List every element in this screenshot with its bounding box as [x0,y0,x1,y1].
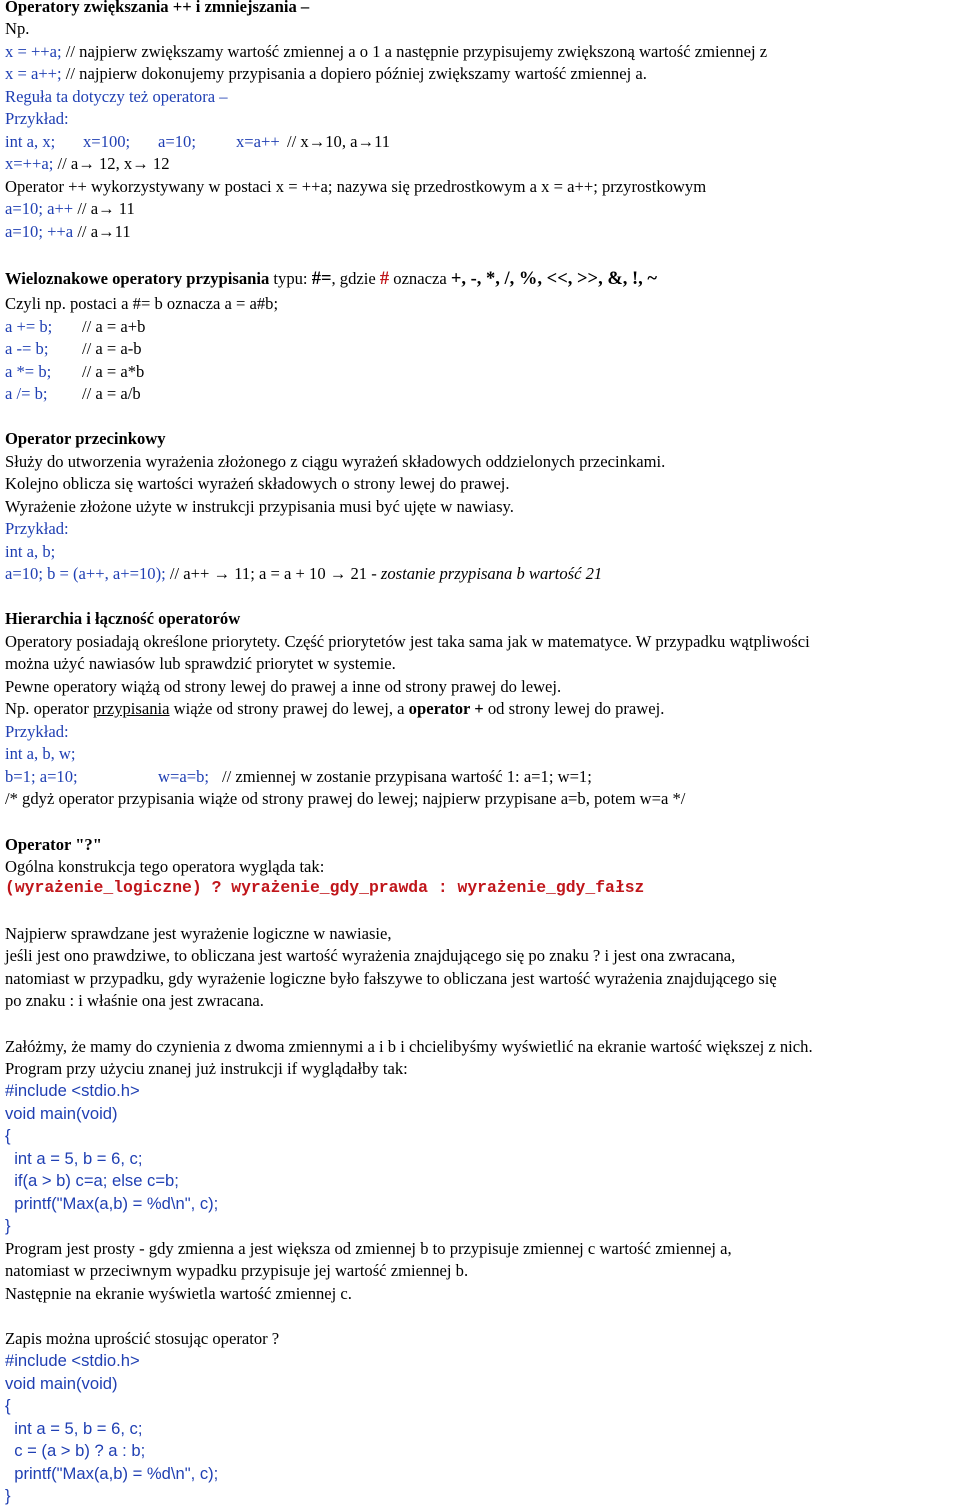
code-decl-a-x: int a, x; [5,132,56,151]
code-ternary-close-brace: } [5,1486,11,1505]
text-program-desc-2: natomiast w przeciwnym wypadku przypisuje jej wartość zmiennej b. [5,1261,469,1280]
code-x-preinc: x=++a; [5,154,54,173]
code-plus-assign: a += b; [5,317,53,336]
comment-preincrement: // najpierw zwiększamy wartość zmiennej a o 1 a następnie przypisujemy zwiększoną wartość zmiennej z [61,42,768,61]
text-ternary-1: Najpierw sprawdzane jest wyrażenie logiczne w nawiasie, [5,924,392,943]
comment-plus-assign: // a = a+b [82,317,146,336]
text-where: , gdzie [331,269,380,288]
line-precedence-example [5,698,664,720]
line-compound-operators [5,268,657,290]
code-w-a-b: w=a=b; [158,767,209,786]
syntax-condition: (wyrażenie_logiczne) [5,878,202,897]
text-np-operator: Np. operator [5,699,94,718]
text-compound-meaning: Czyli np. postaci a #= b oznacza a = a#b; [5,294,279,313]
comment-comma-expr: // a++ → 11; a = a + 10 → 21 - [165,564,381,583]
label-example-3: Przykład: [5,722,69,741]
heading-comma-operator: Operator przecinkowy [5,429,166,448]
syntax-true-expr: wyrażenie_gdy_prawda [231,878,428,897]
comment-assignment-order: /* gdyż operator przypisania wiąże od strony prawej do lewej; najpierw przypisane a=b, potem w=a */ [5,789,686,808]
code-a-preinc: a=10; ++a [5,222,74,241]
code-ternary-syntax [5,877,644,899]
line-example-1b [5,153,170,175]
code-ternary-printf: printf("Max(a,b) = %d\n", c); [5,1464,219,1483]
code-ternary-main: void main(void) [5,1374,118,1393]
heading-ternary-operator: Operator "?" [5,835,102,854]
comment-a-11-pre: // a→11 [73,222,131,241]
text-precedence-1: Operatory posiadają określone priorytety. Część priorytetów jest taka sama jak w matematyce. W przypadku wątpliwości [5,632,810,651]
list-operators: +, -, *, /, %, <<, >>, &, !, ~ [450,269,658,289]
text-precedence-2: można użyć nawiasów lub sprawdzić priorytet w systemie. [5,654,396,673]
code-if-close-brace: } [5,1216,11,1235]
line-example-preinc [5,221,131,243]
label-example-2: Przykład: [5,519,69,538]
code-if-include: #include <stdio.h> [5,1081,140,1100]
code-ternary-assign: c = (a > b) ? a : b; [5,1441,146,1460]
code-ternary-decl: int a = 5, b = 6, c; [5,1419,143,1438]
text-prefix-postfix: Operator ++ wykorzystywany w postaci x = ++a; nazywa się przedrostkowym a x = a++; przyrostkowym [5,177,707,196]
text-assume: Załóżmy, że mamy do czynienia z dwoma zmiennymi a i b i chcielibyśmy wyświetlić na ekranie wartość większej z nich. [5,1037,813,1056]
symbol-hash-eq: #= [311,269,332,289]
code-preincrement: x = ++a; [5,42,62,61]
code-if-decl: int a = 5, b = 6, c; [5,1149,143,1168]
text-program-desc-1: Program jest prosty - gdy zmienna a jest większa od zmiennej b to przypisuje zmiennej c wartość zmiennej a, [5,1239,732,1258]
line-preincrement [5,41,767,63]
symbol-hash: # [379,269,390,289]
line-minus-assign [5,338,142,360]
comment-result-1: // x→10, a→11 [287,132,391,151]
comment-result-2: // a→ 12, x→ 12 [53,154,170,173]
comment-a-11-post: // a→ 11 [73,199,135,218]
comment-mul-assign: // a = a*b [82,362,145,381]
code-ternary-open-brace: { [5,1396,11,1415]
line-plus-assign [5,316,146,338]
code-minus-assign: a -= b; [5,339,49,358]
text-ternary-3: natomiast w przypadku, gdy wyrażenie logiczne było fałszywe to obliczana jest wartość wyrażenia znajdującego się [5,969,777,988]
syntax-question: ? [201,878,232,897]
code-a-postinc: a=10; a++ [5,199,74,218]
text-ternary-general: Ogólna konstrukcja tego operatora wygląda tak: [5,857,325,876]
comment-comma-result: zostanie przypisana b wartość 21 [380,564,603,583]
heading-compound-operators: Wieloznakowe operatory przypisania [5,269,270,288]
line-postincrement [5,63,647,85]
code-ternary-include: #include <stdio.h> [5,1351,140,1370]
line-example-postinc [5,198,135,220]
label-example-1: Przykład: [5,109,69,128]
text-ternary-2: jeśli jest ono prawdziwe, to obliczana jest wartość wyrażenia znajdującego się po znaku ? i jest ona zwracana, [5,946,736,965]
text-type: typu: [269,269,312,288]
code-if-open-brace: { [5,1126,11,1145]
heading-increment-operators: Operatory zwiększania ++ i zmniejszania – [5,0,310,16]
code-mul-assign: a *= b; [5,362,52,381]
text-precedence-3: Pewne operatory wiążą od strony lewej do prawej a inne od strony prawej do lewej. [5,677,562,696]
line-chain-assign [5,766,592,788]
line-div-assign [5,383,141,405]
text-means: oznacza [389,269,451,288]
syntax-false-expr: wyrażenie_gdy_fałsz [457,878,645,897]
code-decl-a-b: int a, b; [5,542,56,561]
code-postincrement: x = a++; [5,64,62,83]
line-example-1a [5,131,391,153]
text-operator-plus: operator + [408,699,484,718]
code-x-a-postinc: x=a++ [236,132,280,151]
code-b-a-init: b=1; a=10; [5,767,78,786]
code-if-main: void main(void) [5,1104,118,1123]
code-if-printf: printf("Max(a,b) = %d\n", c); [5,1194,219,1213]
comment-postincrement: // najpierw dokonujemy przypisania a dopiero później zwiększamy wartość zmiennej a. [61,64,647,83]
heading-precedence: Hierarchia i łączność operatorów [5,609,241,628]
text-program-desc-3: Następnie na ekranie wyświetla wartość zmiennej c. [5,1284,352,1303]
text-ternary-4: po znaku : i właśnie ona jest zwracana. [5,991,264,1010]
comment-chain-assign: // zmiennej w zostanie przypisana wartość 1: a=1; w=1; [222,767,592,786]
comment-div-assign: // a = a/b [82,384,141,403]
text-comma-3: Wyrażenie złożone użyte w instrukcji przypisania musi być ujęte w nawiasy. [5,497,514,516]
code-decl-a-b-w: int a, b, w; [5,744,76,763]
code-if-statement: if(a > b) c=a; else c=b; [5,1171,179,1190]
code-div-assign: a /= b; [5,384,48,403]
text-assignment-underlined: przypisania [93,699,170,718]
code-x-assign: x=100; [83,132,131,151]
line-mul-assign [5,361,145,383]
syntax-colon: : [427,878,458,897]
text-simplify: Zapis można uprościć stosując operator ? [5,1329,280,1348]
code-a-assign: a=10; [158,132,196,151]
text-comma-2: Kolejno oblicza się wartości wyrażeń składowych o strony lewej do prawej. [5,474,510,493]
line-comma-example [5,563,602,585]
text-if-program: Program przy użyciu znanej już instrukcji if wyglądałby tak: [5,1059,408,1078]
text-comma-1: Służy do utworzenia wyrażenia złożonego z ciągu wyrażeń składowych oddzielonych przecinkami. [5,452,666,471]
text-np: Np. [5,19,30,38]
text-rule-decrement: Reguła ta dotyczy też operatora – [5,87,228,106]
text-binds-right-left: wiąże od strony prawej do lewej, a [169,699,409,718]
text-binds-left-right: od strony lewej do prawej. [483,699,665,718]
code-comma-expr: a=10; b = (a++, a+=10); [5,564,166,583]
comment-minus-assign: // a = a-b [82,339,142,358]
